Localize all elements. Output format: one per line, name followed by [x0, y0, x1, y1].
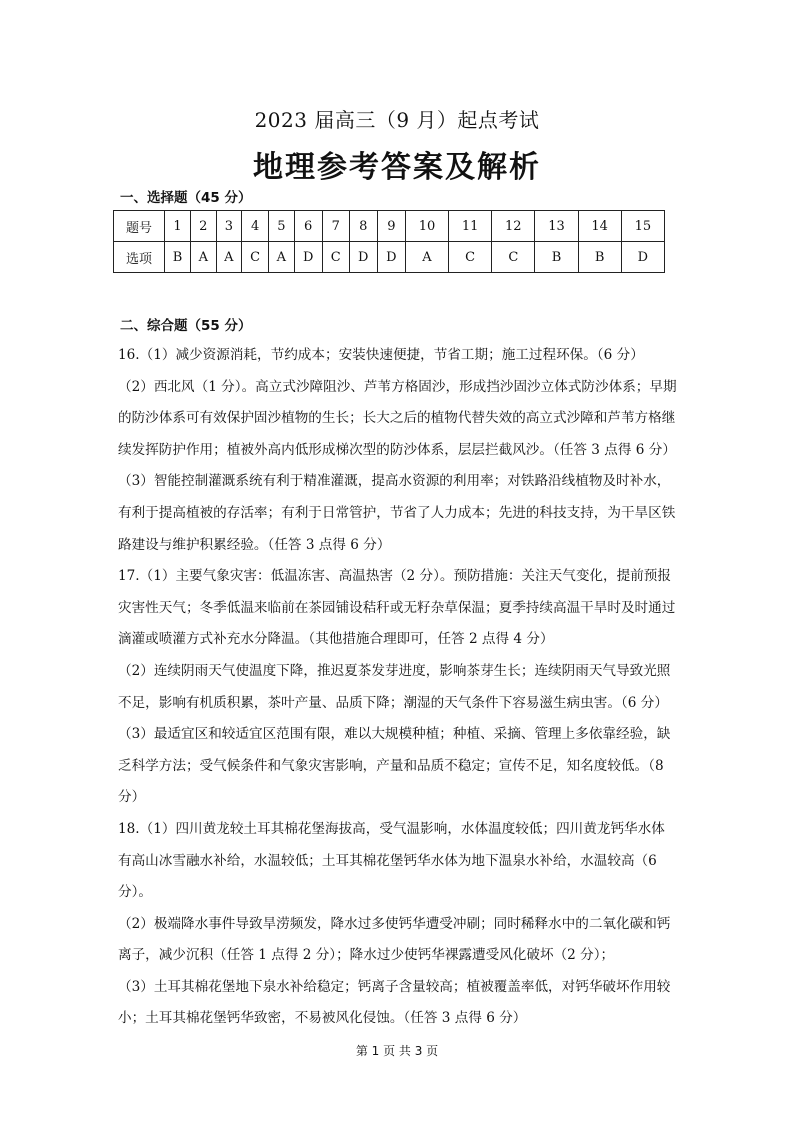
answer-cell: A: [216, 242, 242, 273]
table-row-answers: [114, 242, 665, 273]
section-heading-choice: 一、选择题（45 分）: [120, 190, 252, 206]
question-number-cell: 9: [377, 211, 405, 242]
question-number-cell: 3: [216, 211, 242, 242]
question-number-cell: 10: [405, 211, 448, 242]
answer-cell: C: [449, 242, 492, 273]
question-number-cell: 12: [492, 211, 535, 242]
page-footer: 第 1 页 共 3 页: [355, 1044, 439, 1058]
paragraph-17-2: （2）连续阴雨天气使温度下降，推迟夏茶发芽进度，影响茶芽生长；连续阴雨天气导致光照不足，影响有机质积累，茶叶产量、品质下降；潮湿的天气条件下容易滋生病虫害。（6 分）: [118, 662, 671, 711]
question-number-cell: 7: [322, 211, 349, 242]
answer-table: [113, 210, 665, 273]
question-number-cell: 11: [449, 211, 492, 242]
answer-cell: B: [578, 242, 621, 273]
answer-body: [118, 340, 678, 1035]
question-number-cell: 15: [621, 211, 664, 242]
answer-cell: D: [621, 242, 664, 273]
answer-cell: A: [190, 242, 216, 273]
question-number-cell: 4: [242, 211, 269, 242]
answer-cell: D: [294, 242, 322, 273]
paragraph-17-1: 17.（1）主要气象灾害：低温冻害、高温热害（2 分）。预防措施：关注天气变化，提前预报灾害性天气；冬季低温来临前在茶园铺设秸秆或无籽杂草保温；夏季持续高温干旱时及时通过滴灌或喷灌方式补充水分降温。（其他措施合理即可，任答 2 点得 4 分）: [118, 568, 676, 648]
paragraph-16-2: （2）西北风（1 分）。高立式沙障阻沙、芦苇方格固沙，形成挡沙固沙立体式防沙体系；早期的防沙体系可有效保护固沙植物的生长；长大之后的植物代替失效的高立式沙障和芦苇方格继续发挥防护作用；植被外高内低形成梯次型的防沙体系，层层拦截风沙。（任答 3 点得 6 分）: [118, 378, 677, 458]
answer-cell: A: [269, 242, 295, 273]
question-number-cell: 5: [269, 211, 295, 242]
table-row-numbers: [114, 211, 665, 242]
section-heading-comprehensive: 二、综合题（55 分）: [120, 318, 252, 334]
answer-cell: B: [535, 242, 578, 273]
answer-cell: D: [377, 242, 405, 273]
question-number-cell: 8: [349, 211, 377, 242]
question-number-cell: 2: [190, 211, 216, 242]
exam-title: 2023 届高三（9 月）起点考试: [254, 108, 540, 132]
paragraph-18-3: （3）土耳其棉花堡地下泉水补给稳定；钙离子含量较高；植被覆盖率低，对钙华破坏作用较小；土耳其棉花堡钙华致密，不易被风化侵蚀。（任答 3 点得 6 分）: [118, 978, 671, 1027]
document-title: 地理参考答案及解析: [253, 150, 541, 185]
paragraph-17-3: （3）最适宜区和较适宜区范围有限，难以大规模种植；种植、采摘、管理上多依靠经验，缺乏科学方法；受气候条件和气象灾害影响，产量和品质不稳定；宣传不足，知名度较低。（8 分）: [118, 726, 671, 806]
answer-cell: A: [405, 242, 448, 273]
answer-cell: B: [165, 242, 191, 273]
question-number-cell: 6: [294, 211, 322, 242]
answer-cell: C: [322, 242, 349, 273]
row-label-number: 题号: [114, 211, 165, 242]
question-number-cell: 1: [165, 211, 191, 242]
row-label-answer: 选项: [114, 242, 165, 273]
paragraph-18-2: （2）极端降水事件导致旱涝频发，降水过多使钙华遭受冲刷；同时稀释水中的二氧化碳和钙离子，减少沉积（任答 1 点得 2 分）；降水过少使钙华裸露遭受风化破坏（2 分）；: [118, 915, 671, 964]
paragraph-16-3: （3）智能控制灌溉系统有利于精准灌溉，提高水资源的利用率；对铁路沿线植物及时补水，有利于提高植被的存活率；有利于日常管护，节省了人力成本；先进的科技支持，为干旱区铁路建设与维护积累经验。（任答 3 点得 6 分）: [118, 473, 676, 553]
answer-cell: C: [242, 242, 269, 273]
paragraph-18-1: 18.（1）四川黄龙较土耳其棉花堡海拔高，受气温影响，水体温度较低；四川黄龙钙华水体有高山冰雪融水补给，水温较低；土耳其棉花堡钙华水体为地下温泉水补给，水温较高（6 分）。: [118, 820, 665, 901]
answer-cell: D: [349, 242, 377, 273]
paragraph-16-1: 16.（1）减少资源消耗，节约成本；安装快速便捷，节省工期；施工过程环保。（6 分）: [118, 347, 644, 363]
answer-cell: C: [492, 242, 535, 273]
question-number-cell: 13: [535, 211, 578, 242]
question-number-cell: 14: [578, 211, 621, 242]
